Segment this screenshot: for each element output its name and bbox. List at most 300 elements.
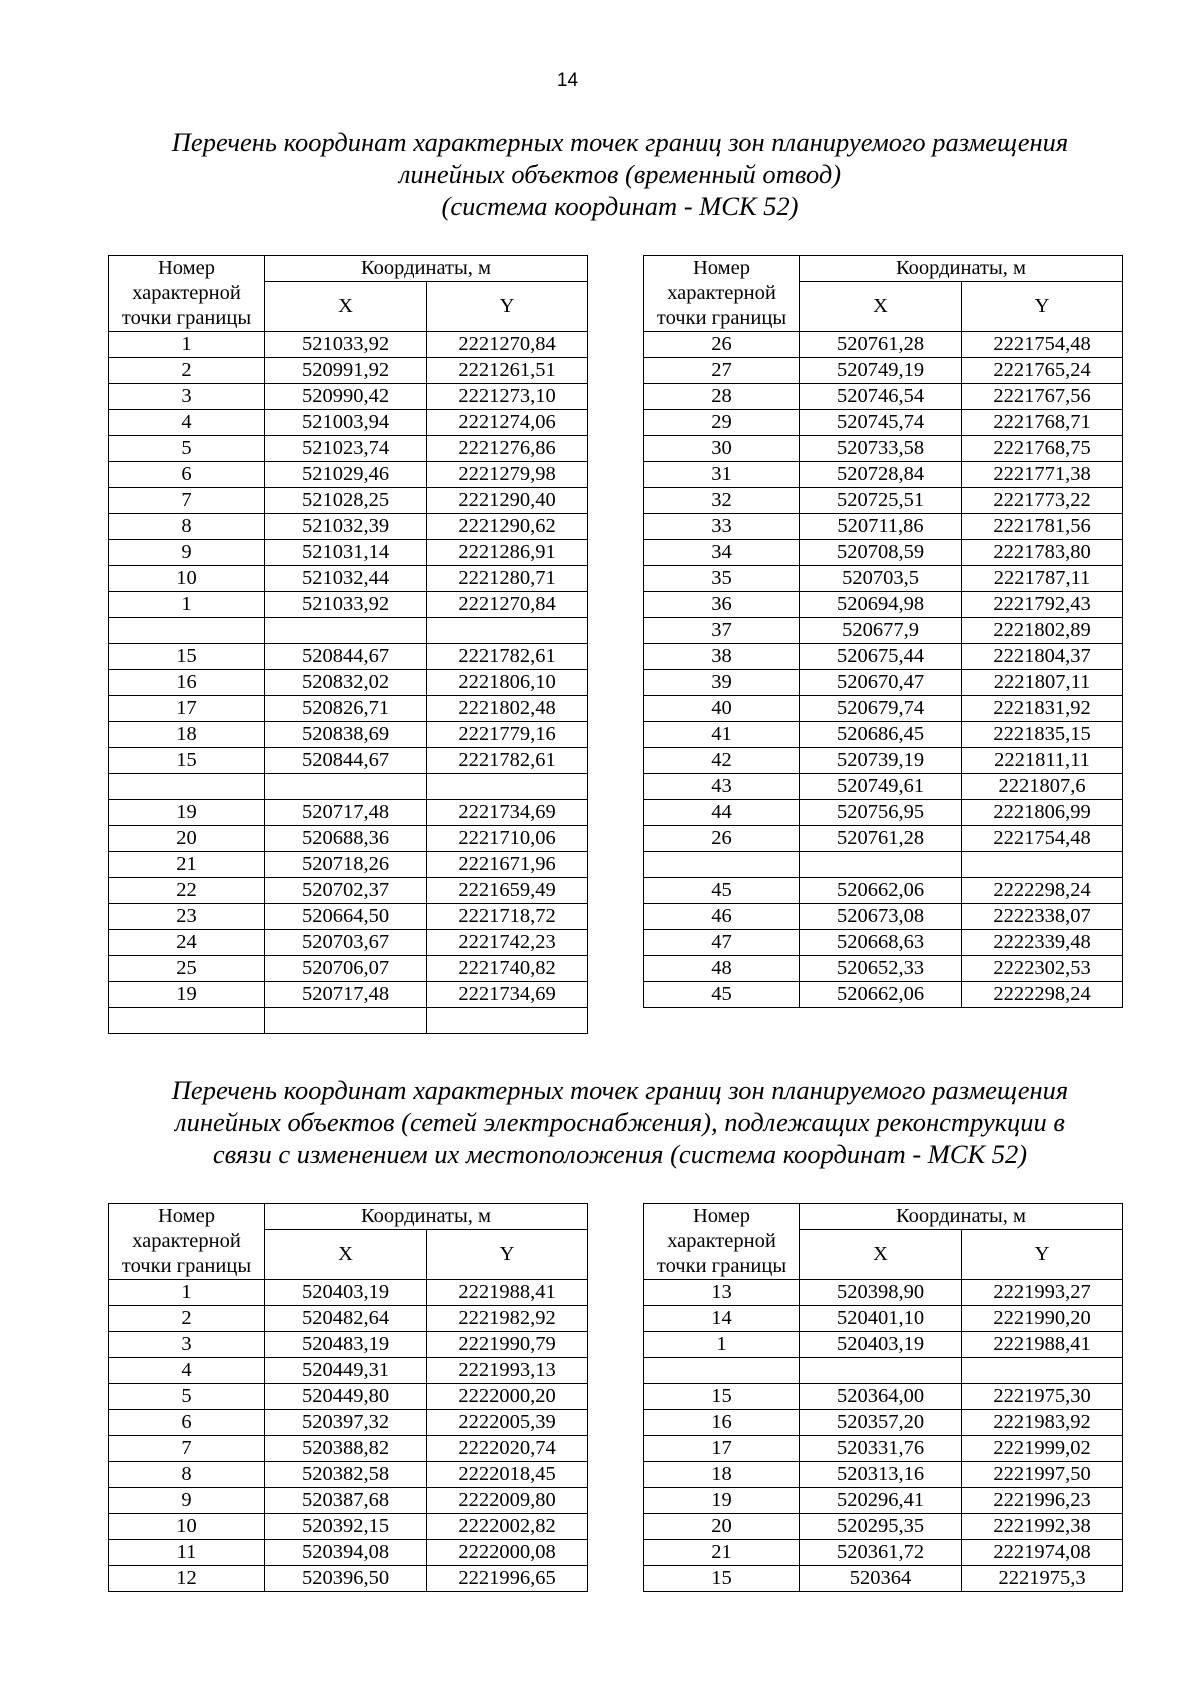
x-coordinate-cell: 520403,19 xyxy=(800,1332,962,1358)
coordinates-header: Координаты, м xyxy=(800,1204,1123,1230)
x-coordinate-cell: 520483,19 xyxy=(265,1332,427,1358)
x-coordinate-cell: 520387,68 xyxy=(265,1488,427,1514)
table-row xyxy=(644,1280,1123,1306)
table-row xyxy=(644,1410,1123,1436)
point-number-cell: 8 xyxy=(109,1462,265,1488)
x-coordinate-cell: 520662,06 xyxy=(800,878,962,904)
table-row xyxy=(644,722,1123,748)
x-coordinate-cell: 521003,94 xyxy=(265,410,427,436)
table-row xyxy=(109,1488,588,1514)
y-coordinate-cell: 2221831,92 xyxy=(962,696,1123,722)
table-row xyxy=(109,982,588,1008)
x-coordinate-cell: 520401,10 xyxy=(800,1306,962,1332)
point-number-cell: 43 xyxy=(644,774,800,800)
point-number-cell: 20 xyxy=(109,826,265,852)
table-header xyxy=(109,256,588,332)
y-coordinate-cell: 2221270,84 xyxy=(427,332,588,358)
point-number-cell: 39 xyxy=(644,670,800,696)
x-coordinate-cell: 520706,07 xyxy=(265,956,427,982)
x-coordinate-cell: 520838,69 xyxy=(265,722,427,748)
point-number-cell: 10 xyxy=(109,566,265,592)
y-coordinate-cell: 2221671,96 xyxy=(427,852,588,878)
table-row xyxy=(644,1332,1123,1358)
y-coordinate-cell: 2221767,56 xyxy=(962,384,1123,410)
y-coordinate-cell: 2222009,80 xyxy=(427,1488,588,1514)
y-coordinate-cell xyxy=(962,1358,1123,1384)
y-coordinate-cell: 2221807,11 xyxy=(962,670,1123,696)
x-header: X xyxy=(265,282,427,332)
header-label-line: Номер xyxy=(158,257,215,279)
x-coordinate-cell: 520673,08 xyxy=(800,904,962,930)
y-coordinate-cell: 2221983,92 xyxy=(962,1410,1123,1436)
y-coordinate-cell: 2221734,69 xyxy=(427,800,588,826)
header-label-line: характерной xyxy=(132,282,241,304)
point-number-cell: 21 xyxy=(109,852,265,878)
table-row xyxy=(109,1436,588,1462)
table-row xyxy=(644,800,1123,826)
point-number-cell: 18 xyxy=(644,1462,800,1488)
y-coordinate-cell: 2221768,75 xyxy=(962,436,1123,462)
table-row xyxy=(109,904,588,930)
point-number-cell xyxy=(644,852,800,878)
table-row xyxy=(644,332,1123,358)
header-label-line: точки границы xyxy=(121,307,252,329)
y-coordinate-cell: 2221974,08 xyxy=(962,1540,1123,1566)
table-row xyxy=(109,384,588,410)
x-coordinate-cell: 520749,61 xyxy=(800,774,962,800)
table-body xyxy=(644,1280,1123,1592)
table-body xyxy=(109,1280,588,1592)
table-row xyxy=(644,540,1123,566)
point-number-header xyxy=(644,1204,800,1280)
table-row xyxy=(109,358,588,384)
table-row xyxy=(644,514,1123,540)
y-coordinate-cell: 2221811,11 xyxy=(962,748,1123,774)
y-coordinate-cell: 2221990,20 xyxy=(962,1306,1123,1332)
x-coordinate-cell: 520357,20 xyxy=(800,1410,962,1436)
table-row xyxy=(644,358,1123,384)
point-number-cell: 26 xyxy=(644,332,800,358)
x-coordinate-cell: 520364,00 xyxy=(800,1384,962,1410)
point-number-cell xyxy=(644,1358,800,1384)
table-row xyxy=(109,410,588,436)
y-coordinate-cell: 2221802,89 xyxy=(962,618,1123,644)
table-row xyxy=(644,462,1123,488)
table-row xyxy=(644,1436,1123,1462)
point-number-cell: 9 xyxy=(109,540,265,566)
table-row xyxy=(644,696,1123,722)
point-number-header xyxy=(109,1204,265,1280)
point-number-cell: 15 xyxy=(109,748,265,774)
x-coordinate-cell: 520449,80 xyxy=(265,1384,427,1410)
x-coordinate-cell: 520670,47 xyxy=(800,670,962,696)
point-number-cell: 26 xyxy=(644,826,800,852)
table-row xyxy=(644,748,1123,774)
point-number-cell: 6 xyxy=(109,462,265,488)
point-number-cell: 5 xyxy=(109,436,265,462)
point-number-cell: 1 xyxy=(109,332,265,358)
y-coordinate-cell: 2221997,50 xyxy=(962,1462,1123,1488)
y-coordinate-cell: 2221999,02 xyxy=(962,1436,1123,1462)
y-coordinate-cell: 2221771,38 xyxy=(962,462,1123,488)
table-row xyxy=(644,384,1123,410)
x-coordinate-cell: 520725,51 xyxy=(800,488,962,514)
y-coordinate-cell: 2221261,51 xyxy=(427,358,588,384)
point-number-cell: 7 xyxy=(109,488,265,514)
point-number-cell: 28 xyxy=(644,384,800,410)
header-row xyxy=(644,1204,1123,1230)
y-coordinate-cell: 2221992,38 xyxy=(962,1514,1123,1540)
title-line: линейных объектов (сетей электроснабжения), подлежащих реконструкции в xyxy=(175,1107,1065,1137)
coordinates-table xyxy=(108,1203,588,1592)
header-label-line: характерной xyxy=(667,1230,776,1252)
header-label-line: Номер xyxy=(693,1205,750,1227)
y-coordinate-cell: 2221290,62 xyxy=(427,514,588,540)
y-coordinate-cell: 2221740,82 xyxy=(427,956,588,982)
title-line: Перечень координат характерных точек границ зон планируемого размещения xyxy=(171,127,1069,157)
y-coordinate-cell: 2222020,74 xyxy=(427,1436,588,1462)
y-coordinate-cell: 2221990,79 xyxy=(427,1332,588,1358)
point-number-cell: 36 xyxy=(644,592,800,618)
table-row xyxy=(109,566,588,592)
table-row xyxy=(109,1358,588,1384)
table-row xyxy=(644,982,1123,1008)
table-row xyxy=(109,1566,588,1592)
y-coordinate-cell: 2221782,61 xyxy=(427,748,588,774)
x-coordinate-cell: 520313,16 xyxy=(800,1462,962,1488)
x-coordinate-cell: 520844,67 xyxy=(265,748,427,774)
x-coordinate-cell: 520361,72 xyxy=(800,1540,962,1566)
y-coordinate-cell: 2221988,41 xyxy=(962,1332,1123,1358)
table-row xyxy=(109,1280,588,1306)
point-number-cell: 19 xyxy=(109,982,265,1008)
point-number-cell: 47 xyxy=(644,930,800,956)
point-number-cell: 40 xyxy=(644,696,800,722)
point-number-cell: 44 xyxy=(644,800,800,826)
table-row xyxy=(109,696,588,722)
table-row xyxy=(644,566,1123,592)
y-header: Y xyxy=(427,282,588,332)
y-coordinate-cell: 2221276,86 xyxy=(427,436,588,462)
header-label-line: Номер xyxy=(693,257,750,279)
y-coordinate-cell: 2222298,24 xyxy=(962,982,1123,1008)
table-row xyxy=(644,1306,1123,1332)
x-coordinate-cell xyxy=(265,774,427,800)
point-number-cell: 16 xyxy=(109,670,265,696)
point-number-cell: 3 xyxy=(109,1332,265,1358)
x-coordinate-cell: 520761,28 xyxy=(800,826,962,852)
y-coordinate-cell: 2222018,45 xyxy=(427,1462,588,1488)
point-number-cell: 35 xyxy=(644,566,800,592)
point-number-cell: 2 xyxy=(109,358,265,384)
point-number-cell: 31 xyxy=(644,462,800,488)
header-label-line: характерной xyxy=(667,282,776,304)
y-coordinate-cell: 2221806,10 xyxy=(427,670,588,696)
table-row xyxy=(109,1514,588,1540)
point-number-cell: 22 xyxy=(109,878,265,904)
y-coordinate-cell: 2221273,10 xyxy=(427,384,588,410)
y-header: Y xyxy=(962,282,1123,332)
x-coordinate-cell: 520991,92 xyxy=(265,358,427,384)
header-row xyxy=(109,256,588,282)
y-coordinate-cell: 2222302,53 xyxy=(962,956,1123,982)
x-coordinate-cell: 521023,74 xyxy=(265,436,427,462)
x-coordinate-cell: 521033,92 xyxy=(265,332,427,358)
y-coordinate-cell: 2221988,41 xyxy=(427,1280,588,1306)
x-coordinate-cell: 520449,31 xyxy=(265,1358,427,1384)
point-number-cell: 30 xyxy=(644,436,800,462)
x-coordinate-cell: 520688,36 xyxy=(265,826,427,852)
x-coordinate-cell: 520711,86 xyxy=(800,514,962,540)
x-coordinate-cell: 520394,08 xyxy=(265,1540,427,1566)
point-number-cell: 5 xyxy=(109,1384,265,1410)
header-label-line: Номер xyxy=(158,1205,215,1227)
table-row xyxy=(644,904,1123,930)
point-number-cell: 45 xyxy=(644,982,800,1008)
coordinates-table xyxy=(643,255,1123,1008)
table-row xyxy=(644,436,1123,462)
y-coordinate-cell: 2221975,3 xyxy=(962,1566,1123,1592)
y-coordinate-cell: 2221781,56 xyxy=(962,514,1123,540)
point-number-cell: 41 xyxy=(644,722,800,748)
y-coordinate-cell: 2221783,80 xyxy=(962,540,1123,566)
y-coordinate-cell: 2222000,20 xyxy=(427,1384,588,1410)
x-coordinate-cell: 521029,46 xyxy=(265,462,427,488)
x-coordinate-cell xyxy=(265,1008,427,1034)
point-number-cell: 11 xyxy=(109,1540,265,1566)
point-number-cell: 20 xyxy=(644,1514,800,1540)
table-body xyxy=(644,332,1123,1008)
table-row xyxy=(109,852,588,878)
coordinates-table xyxy=(643,1203,1123,1592)
table-row xyxy=(644,1462,1123,1488)
x-coordinate-cell: 520717,48 xyxy=(265,800,427,826)
x-coordinate-cell: 520392,15 xyxy=(265,1514,427,1540)
y-coordinate-cell: 2221274,06 xyxy=(427,410,588,436)
x-coordinate-cell: 520296,41 xyxy=(800,1488,962,1514)
x-coordinate-cell: 520708,59 xyxy=(800,540,962,566)
x-coordinate-cell: 520679,74 xyxy=(800,696,962,722)
point-number-header xyxy=(109,256,265,332)
y-coordinate-cell: 2221802,48 xyxy=(427,696,588,722)
table-row xyxy=(644,956,1123,982)
table-row xyxy=(109,670,588,696)
table-row xyxy=(109,592,588,618)
table-row xyxy=(644,410,1123,436)
y-coordinate-cell: 2221765,24 xyxy=(962,358,1123,384)
table-row xyxy=(644,1514,1123,1540)
table-row xyxy=(644,878,1123,904)
point-number-cell: 23 xyxy=(109,904,265,930)
title-line: Перечень координат характерных точек границ зон планируемого размещения xyxy=(171,1075,1069,1105)
y-coordinate-cell: 2221280,71 xyxy=(427,566,588,592)
point-number-cell: 15 xyxy=(109,644,265,670)
table-row xyxy=(109,1410,588,1436)
y-coordinate-cell: 2221982,92 xyxy=(427,1306,588,1332)
section-title-temporary-allotment xyxy=(100,126,1140,222)
point-number-cell: 18 xyxy=(109,722,265,748)
x-coordinate-cell xyxy=(800,852,962,878)
table-header xyxy=(644,256,1123,332)
point-number-cell: 19 xyxy=(644,1488,800,1514)
title-line: (система координат - МСК 52) xyxy=(441,191,799,221)
point-number-cell: 33 xyxy=(644,514,800,540)
header-row xyxy=(109,1204,588,1230)
point-number-cell: 42 xyxy=(644,748,800,774)
x-coordinate-cell: 521031,14 xyxy=(265,540,427,566)
header-label-line: характерной xyxy=(132,1230,241,1252)
x-coordinate-cell: 520675,44 xyxy=(800,644,962,670)
y-coordinate-cell: 2221996,23 xyxy=(962,1488,1123,1514)
y-coordinate-cell: 2221975,30 xyxy=(962,1384,1123,1410)
x-coordinate-cell: 520745,74 xyxy=(800,410,962,436)
table-row xyxy=(109,436,588,462)
table-row xyxy=(109,774,588,800)
x-coordinate-cell: 520398,90 xyxy=(800,1280,962,1306)
point-number-cell: 4 xyxy=(109,1358,265,1384)
x-coordinate-cell: 520397,32 xyxy=(265,1410,427,1436)
x-coordinate-cell xyxy=(265,618,427,644)
point-number-cell: 3 xyxy=(109,384,265,410)
y-coordinate-cell: 2221754,48 xyxy=(962,332,1123,358)
table-row xyxy=(644,670,1123,696)
y-coordinate-cell: 2221718,72 xyxy=(427,904,588,930)
page-number: 14 xyxy=(556,70,579,91)
x-coordinate-cell: 520694,98 xyxy=(800,592,962,618)
coordinates-table xyxy=(108,255,588,1034)
header-label-line: точки границы xyxy=(656,1255,787,1277)
x-header: X xyxy=(265,1230,427,1280)
table-header xyxy=(109,1204,588,1280)
y-coordinate-cell: 2221279,98 xyxy=(427,462,588,488)
point-number-cell xyxy=(109,774,265,800)
point-number-cell xyxy=(109,618,265,644)
y-coordinate-cell: 2221734,69 xyxy=(427,982,588,1008)
point-number-cell: 15 xyxy=(644,1384,800,1410)
table-row xyxy=(109,1384,588,1410)
point-number-cell: 17 xyxy=(109,696,265,722)
x-coordinate-cell: 520652,33 xyxy=(800,956,962,982)
point-number-cell: 12 xyxy=(109,1566,265,1592)
header-label-line: точки границы xyxy=(121,1255,252,1277)
point-number-cell: 21 xyxy=(644,1540,800,1566)
point-number-cell: 1 xyxy=(109,592,265,618)
point-number-cell: 9 xyxy=(109,1488,265,1514)
x-coordinate-cell: 520832,02 xyxy=(265,670,427,696)
table-row xyxy=(109,644,588,670)
point-number-cell: 2 xyxy=(109,1306,265,1332)
table-row xyxy=(644,488,1123,514)
table-row xyxy=(109,748,588,774)
x-coordinate-cell: 520403,19 xyxy=(265,1280,427,1306)
y-coordinate-cell: 2222338,07 xyxy=(962,904,1123,930)
table-row xyxy=(109,618,588,644)
table-row xyxy=(109,1462,588,1488)
y-coordinate-cell xyxy=(962,852,1123,878)
header-row xyxy=(644,256,1123,282)
x-coordinate-cell: 520703,5 xyxy=(800,566,962,592)
y-coordinate-cell: 2221768,71 xyxy=(962,410,1123,436)
point-number-cell: 25 xyxy=(109,956,265,982)
point-number-cell xyxy=(109,1008,265,1034)
table-row xyxy=(644,852,1123,878)
x-coordinate-cell: 520702,37 xyxy=(265,878,427,904)
table-row xyxy=(109,540,588,566)
y-coordinate-cell: 2221754,48 xyxy=(962,826,1123,852)
x-coordinate-cell: 520746,54 xyxy=(800,384,962,410)
x-coordinate-cell: 520733,58 xyxy=(800,436,962,462)
point-number-cell: 48 xyxy=(644,956,800,982)
point-number-cell: 4 xyxy=(109,410,265,436)
y-coordinate-cell: 2221792,43 xyxy=(962,592,1123,618)
point-number-cell: 17 xyxy=(644,1436,800,1462)
title-line: линейных объектов (временный отвод) xyxy=(398,159,842,189)
x-header: X xyxy=(800,1230,962,1280)
table-row xyxy=(109,332,588,358)
table-body xyxy=(109,332,588,1034)
y-coordinate-cell xyxy=(427,618,588,644)
table-row xyxy=(644,1540,1123,1566)
table-row xyxy=(644,774,1123,800)
y-coordinate-cell: 2221993,27 xyxy=(962,1280,1123,1306)
table-row xyxy=(109,488,588,514)
x-coordinate-cell: 520396,50 xyxy=(265,1566,427,1592)
point-number-cell: 32 xyxy=(644,488,800,514)
table-row xyxy=(109,462,588,488)
y-coordinate-cell: 2222005,39 xyxy=(427,1410,588,1436)
point-number-cell: 34 xyxy=(644,540,800,566)
x-coordinate-cell: 521032,39 xyxy=(265,514,427,540)
y-header: Y xyxy=(962,1230,1123,1280)
y-coordinate-cell: 2221286,91 xyxy=(427,540,588,566)
header-label-line: точки границы xyxy=(656,307,787,329)
point-number-cell: 16 xyxy=(644,1410,800,1436)
x-coordinate-cell: 520331,76 xyxy=(800,1436,962,1462)
x-coordinate-cell: 520668,63 xyxy=(800,930,962,956)
table-row xyxy=(644,1566,1123,1592)
y-coordinate-cell: 2221779,16 xyxy=(427,722,588,748)
y-header: Y xyxy=(427,1230,588,1280)
y-coordinate-cell: 2221773,22 xyxy=(962,488,1123,514)
y-coordinate-cell xyxy=(427,1008,588,1034)
section-title-power-networks xyxy=(100,1074,1140,1170)
coordinates-header: Координаты, м xyxy=(800,256,1123,282)
table-row xyxy=(109,1306,588,1332)
point-number-cell: 13 xyxy=(644,1280,800,1306)
x-coordinate-cell: 520756,95 xyxy=(800,800,962,826)
x-coordinate-cell: 520749,19 xyxy=(800,358,962,384)
point-number-cell: 1 xyxy=(109,1280,265,1306)
x-coordinate-cell: 520717,48 xyxy=(265,982,427,1008)
y-coordinate-cell: 2221996,65 xyxy=(427,1566,588,1592)
y-coordinate-cell: 2221787,11 xyxy=(962,566,1123,592)
y-coordinate-cell: 2221659,49 xyxy=(427,878,588,904)
point-number-cell: 6 xyxy=(109,1410,265,1436)
x-coordinate-cell: 520728,84 xyxy=(800,462,962,488)
table-row xyxy=(644,1358,1123,1384)
point-number-cell: 10 xyxy=(109,1514,265,1540)
x-coordinate-cell: 520761,28 xyxy=(800,332,962,358)
x-coordinate-cell: 521028,25 xyxy=(265,488,427,514)
point-number-cell: 1 xyxy=(644,1332,800,1358)
x-coordinate-cell: 520718,26 xyxy=(265,852,427,878)
table-header xyxy=(644,1204,1123,1280)
point-number-cell: 14 xyxy=(644,1306,800,1332)
x-coordinate-cell: 520739,19 xyxy=(800,748,962,774)
table-row xyxy=(109,956,588,982)
table-row xyxy=(644,618,1123,644)
point-number-cell: 37 xyxy=(644,618,800,644)
